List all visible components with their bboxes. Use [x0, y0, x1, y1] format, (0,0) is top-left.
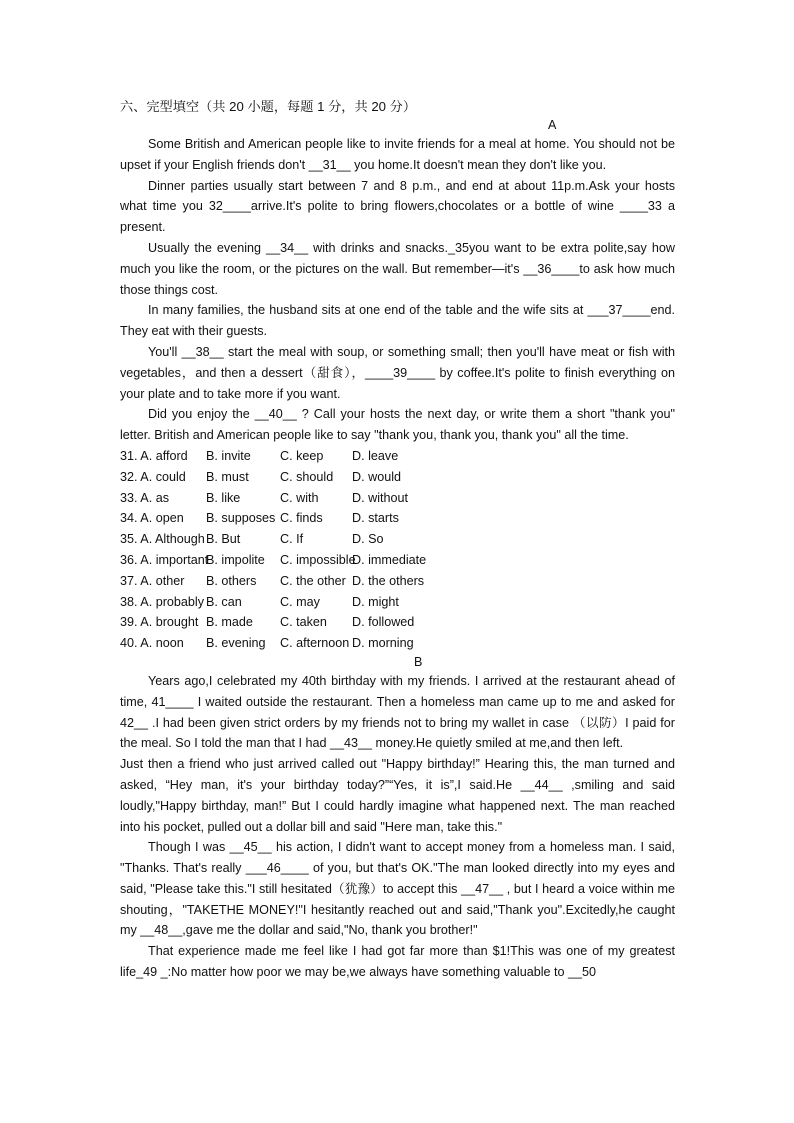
- option-c: C. with: [280, 490, 319, 505]
- option-c: C. should: [280, 469, 334, 484]
- option-a: 35. A. Although: [120, 532, 205, 547]
- option-b: B. invite: [206, 448, 251, 463]
- option-row: [120, 488, 675, 509]
- option-d: D. morning: [352, 636, 414, 651]
- section-heading: 六、完型填空（共 20 小题，每题 1 分，共 20 分）: [120, 99, 417, 114]
- option-row: [120, 571, 675, 592]
- option-row: [120, 612, 675, 633]
- passage-b-paragraph: Years ago,I celebrated my 40th birthday with my friends. I arrived at the restaurant ahead of time, 41____ I waited outside the restaurant. Then a homeless man came up to me and asked for 42__ .I had been given strict orders by my friends not to bring my wallet in case （以防）I paid for the meal. So I told the man that I had __43__ money.He quietly smiled at me,and then left.: [120, 673, 675, 751]
- option-c: C. afternoon: [280, 636, 350, 651]
- passage-b-paragraph: Just then a friend who just arrived called out "Happy birthday!” Hearing this, the man turned and asked, “Hey man, it's your birthday today?”“Yes, it is”,I said.He __44__ ,smiling and said loudly,"Happy birthday, man!” But I could hardly imagine what happened next. The man reached into his pocket, pulled out a dollar bill and said "Here man, take this.": [120, 757, 675, 834]
- passage-a-paragraph: You'll __38__ start the meal with soup, or something small; then you'll have meat or fish with vegetables，and then a dessert（甜食），____39____ by coffee.It's polite to finish everything on your plate and to take more if you want.: [120, 344, 675, 401]
- option-d: D. immediate: [352, 552, 427, 567]
- option-b: B. like: [206, 490, 241, 505]
- passage-b-paragraph: That experience made me feel like I had got far more than $1!This was one of my greatest life_49 _:No matter how poor we may be,we always have something valuable to __50: [120, 944, 675, 980]
- option-a: 32. A. could: [120, 469, 186, 484]
- option-row: [120, 592, 675, 613]
- option-a: 31. A. afford: [120, 448, 188, 463]
- option-row: [120, 529, 675, 550]
- option-c: C. If: [280, 532, 304, 547]
- passage-b-label: B: [414, 654, 423, 669]
- passage-b: [120, 671, 675, 983]
- option-a: 39. A. brought: [120, 615, 199, 630]
- option-d: D. would: [352, 469, 401, 484]
- option-d: D. without: [352, 490, 408, 505]
- answer-options: [120, 446, 675, 654]
- passage-a-paragraph: Dinner parties usually start between 7 and 8 p.m., and end at about 11p.m.Ask your hosts what time you 32____arrive.It's polite to bring flowers,chocolates or a bottle of wine ____33 a present.: [120, 178, 675, 235]
- option-row: [120, 467, 675, 488]
- option-b: B. made: [206, 615, 253, 630]
- option-a: 40. A. noon: [120, 636, 184, 651]
- option-a: 37. A. other: [120, 573, 185, 588]
- option-b: B. must: [206, 469, 249, 484]
- option-b: B. supposes: [206, 511, 276, 526]
- passage-a: [120, 134, 675, 446]
- option-d: D. the others: [352, 573, 425, 588]
- passage-a-paragraph: In many families, the husband sits at one end of the table and the wife sits at ___37____end. They eat with their guests.: [120, 303, 675, 339]
- option-a: 36. A. important: [120, 552, 209, 567]
- option-c: C. taken: [280, 615, 327, 630]
- option-d: D. leave: [352, 448, 399, 463]
- option-b: B. But: [206, 532, 241, 547]
- option-c: C. finds: [280, 511, 323, 526]
- option-b: B. can: [206, 594, 242, 609]
- option-a: 33. A. as: [120, 490, 170, 505]
- option-b: B. impolite: [206, 552, 265, 567]
- option-c: C. may: [280, 594, 320, 609]
- option-d: D. followed: [352, 615, 415, 630]
- option-row: [120, 508, 675, 529]
- option-b: B. others: [206, 573, 257, 588]
- option-c: C. keep: [280, 448, 324, 463]
- option-row: [120, 446, 675, 467]
- option-a: 34. A. open: [120, 511, 184, 526]
- passage-a-paragraph: Usually the evening __34__ with drinks and snacks._35you want to be extra polite,say how much you like the room, or the pictures on the wall. But remember—it's __36____to ask how much those things cost.: [120, 240, 675, 297]
- passage-a-paragraph: Some British and American people like to invite friends for a meal at home. You should not be upset if your English friends don't __31__ you home.It doesn't mean they don't like you.: [120, 137, 675, 172]
- option-c: C. impossible: [280, 552, 356, 567]
- passage-a-label: A: [548, 118, 557, 132]
- passage-a-paragraph: Did you enjoy the __40__ ? Call your hosts the next day, or write them a short "thank you" letter. British and American people like to say "thank you, thank you, thank you" all the time.: [120, 407, 675, 443]
- option-d: D. might: [352, 594, 399, 609]
- option-b: B. evening: [206, 636, 266, 651]
- option-d: D. So: [352, 532, 384, 547]
- option-row: [120, 633, 675, 654]
- worksheet: [120, 96, 675, 983]
- passage-b-paragraph: Though I was __45__ his action, I didn't want to accept money from a homeless man. I said, "Thanks. That's really ___46____ of you, but that's OK."The man looked directly into my eyes and said, "Please take this."I still hesitated（犹豫）to accept this __47__ , but I heard a voice within me shouting，"TAKETHE MONEY!"I hesitantly reached out and said,"Thank you".Excitedly,he caught my __48__,gave me the dollar and said,"No, thank you brother!": [120, 840, 675, 938]
- option-a: 38. A. probably: [120, 594, 205, 609]
- option-row: [120, 550, 675, 571]
- option-c: C. the other: [280, 573, 346, 588]
- option-d: D. starts: [352, 511, 399, 526]
